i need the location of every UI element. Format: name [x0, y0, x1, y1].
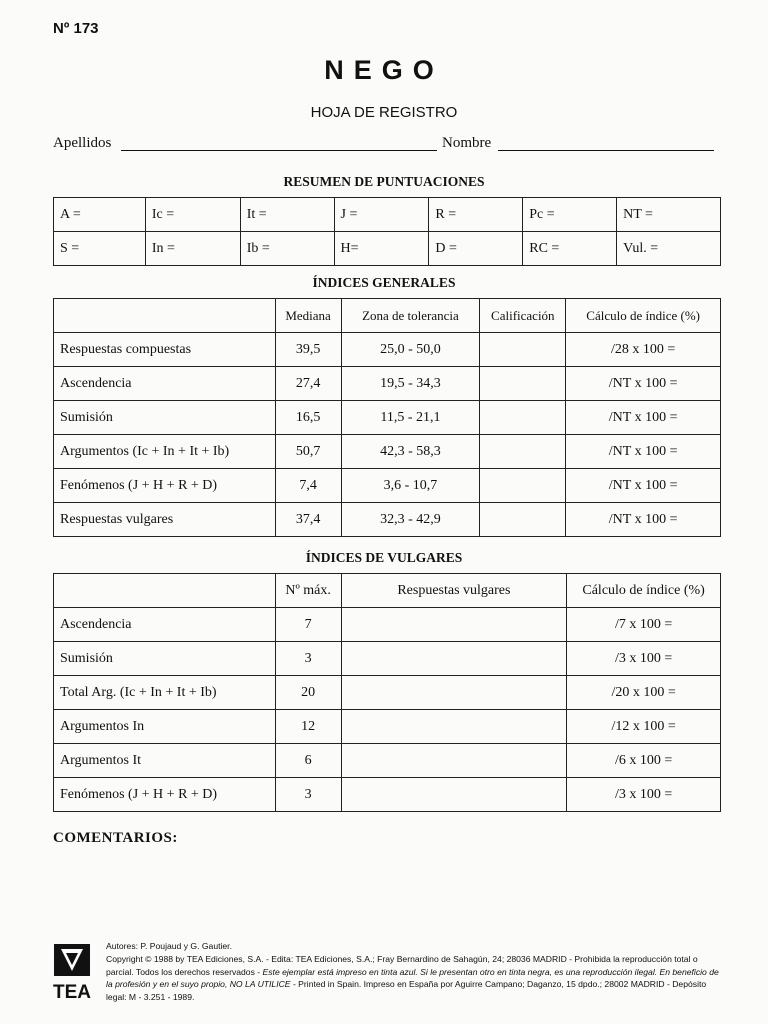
- index-label: Argumentos (Ic + In + It + Ib): [54, 435, 276, 469]
- tolerance-range: 19,5 - 34,3: [341, 367, 480, 401]
- score-cell[interactable]: A =: [54, 198, 146, 232]
- median-value: 16,5: [275, 401, 341, 435]
- index-label: Sumisión: [54, 401, 276, 435]
- rating-cell[interactable]: [480, 367, 566, 401]
- vulgar-indices-table: [53, 573, 721, 812]
- score-cell[interactable]: J =: [334, 198, 429, 232]
- table-row: [54, 435, 721, 469]
- max-value: 7: [275, 608, 341, 642]
- table-row: [54, 642, 721, 676]
- max-value: 6: [275, 744, 341, 778]
- max-value: 20: [275, 676, 341, 710]
- table-header-row: [54, 299, 721, 333]
- index-label: Total Arg. (Ic + In + It + Ib): [54, 676, 276, 710]
- summary-table: [53, 197, 721, 266]
- table-row: [54, 469, 721, 503]
- column-header: [54, 574, 276, 608]
- index-label: Sumisión: [54, 642, 276, 676]
- name-field[interactable]: [498, 150, 714, 151]
- column-header: Cálculo de índice (%): [566, 299, 721, 333]
- score-cell[interactable]: Pc =: [523, 198, 617, 232]
- index-formula[interactable]: /12 x 100 =: [567, 710, 721, 744]
- legal-notice: Este ejemplar está impreso en tinta azul. Si le presentan otro en tinta negra, es una reproducción ilegal. En beneficio de la profesión y en el suyo propio, NO LA UTILICE: [106, 966, 719, 990]
- index-formula[interactable]: /28 x 100 =: [566, 333, 721, 367]
- table-row: [54, 503, 721, 537]
- index-label: Respuestas compuestas: [54, 333, 276, 367]
- score-cell[interactable]: S =: [54, 232, 146, 266]
- index-label: Argumentos It: [54, 744, 276, 778]
- index-formula[interactable]: /NT x 100 =: [566, 401, 721, 435]
- index-formula[interactable]: /NT x 100 =: [566, 503, 721, 537]
- general-section-title: ÍNDICES GENERALES: [312, 275, 456, 290]
- score-cell[interactable]: D =: [429, 232, 523, 266]
- column-header: Nº máx.: [275, 574, 341, 608]
- index-label: Fenómenos (J + H + R + D): [54, 469, 276, 503]
- copyright-text: Copyright © 1988 by TEA Ediciones, S.A. - Edita: TEA Ediciones, S.A.; Fray Bernardino de Sahagún, 24; 28036 MADRID - Prohibida la reproducción total o parcial. Todos los derechos reservados -: [106, 953, 698, 977]
- index-formula[interactable]: /3 x 100 =: [567, 778, 721, 812]
- vulgar-responses-cell[interactable]: [341, 744, 567, 778]
- median-value: 27,4: [275, 367, 341, 401]
- form-subtitle: HOJA DE REGISTRO: [310, 104, 458, 121]
- score-cell[interactable]: NT =: [617, 198, 721, 232]
- vulgar-responses-cell[interactable]: [341, 676, 567, 710]
- score-cell[interactable]: R =: [429, 198, 523, 232]
- column-header: [54, 299, 276, 333]
- table-row: [54, 608, 721, 642]
- logo-text: TEA: [53, 982, 91, 1003]
- vulgar-responses-cell[interactable]: [341, 710, 567, 744]
- index-formula[interactable]: /3 x 100 =: [567, 642, 721, 676]
- max-value: 3: [275, 642, 341, 676]
- vulgar-responses-cell[interactable]: [341, 642, 567, 676]
- general-indices-table: [53, 298, 721, 537]
- score-cell[interactable]: It =: [240, 198, 334, 232]
- max-value: 3: [275, 778, 341, 812]
- tolerance-range: 25,0 - 50,0: [341, 333, 480, 367]
- summary-section-title: RESUMEN DE PUNTUACIONES: [283, 174, 485, 189]
- test-title: NEGO: [324, 55, 444, 85]
- table-row: [54, 710, 721, 744]
- index-formula[interactable]: /7 x 100 =: [567, 608, 721, 642]
- vulgar-section-title: ÍNDICES DE VULGARES: [305, 550, 463, 565]
- index-label: Respuestas vulgares: [54, 503, 276, 537]
- tolerance-range: 42,3 - 58,3: [341, 435, 480, 469]
- index-formula[interactable]: /20 x 100 =: [567, 676, 721, 710]
- score-cell[interactable]: RC =: [523, 232, 617, 266]
- table-row: [54, 232, 721, 266]
- surname-label: Apellidos: [53, 135, 112, 151]
- median-value: 7,4: [275, 469, 341, 503]
- footer-text: [106, 940, 723, 1004]
- rating-cell[interactable]: [480, 469, 566, 503]
- copyright-block: [106, 953, 723, 1004]
- table-header-row: [54, 574, 721, 608]
- rating-cell[interactable]: [480, 401, 566, 435]
- name-label: Nombre: [442, 135, 492, 151]
- table-row: [54, 333, 721, 367]
- score-cell[interactable]: H=: [334, 232, 429, 266]
- surname-field[interactable]: [121, 150, 437, 151]
- rating-cell[interactable]: [480, 435, 566, 469]
- median-value: 37,4: [275, 503, 341, 537]
- tolerance-range: 32,3 - 42,9: [341, 503, 480, 537]
- index-label: Ascendencia: [54, 367, 276, 401]
- printing-info: - Printed in Spain. Impreso en España por Aguirre Campano; Daganzo, 15 dpdo.; 28002 MADRID - Depósito legal: M - 3.251 - 1989.: [106, 979, 707, 1003]
- column-header: Respuestas vulgares: [341, 574, 567, 608]
- form-number: Nº 173: [53, 20, 99, 37]
- index-label: Argumentos In: [54, 710, 276, 744]
- index-label: Ascendencia: [54, 608, 276, 642]
- column-header: Mediana: [275, 299, 341, 333]
- table-row: [54, 676, 721, 710]
- index-label: Fenómenos (J + H + R + D): [54, 778, 276, 812]
- rating-cell[interactable]: [480, 333, 566, 367]
- score-cell[interactable]: Ib =: [240, 232, 334, 266]
- tea-logo-icon: [53, 943, 91, 1003]
- column-header: Cálculo de índice (%): [567, 574, 721, 608]
- score-cell[interactable]: In =: [145, 232, 240, 266]
- table-row: [54, 367, 721, 401]
- score-cell[interactable]: Ic =: [145, 198, 240, 232]
- name-row: [53, 135, 715, 157]
- column-header: Zona de tolerancia: [341, 299, 480, 333]
- vulgar-responses-cell[interactable]: [341, 608, 567, 642]
- index-formula[interactable]: /NT x 100 =: [566, 367, 721, 401]
- median-value: 39,5: [275, 333, 341, 367]
- index-formula[interactable]: /NT x 100 =: [566, 469, 721, 503]
- table-row: [54, 778, 721, 812]
- max-value: 12: [275, 710, 341, 744]
- vulgar-responses-cell[interactable]: [341, 778, 567, 812]
- column-header: Calificación: [480, 299, 566, 333]
- comments-label: COMENTARIOS:: [53, 830, 178, 846]
- tolerance-range: 3,6 - 10,7: [341, 469, 480, 503]
- tolerance-range: 11,5 - 21,1: [341, 401, 480, 435]
- median-value: 50,7: [275, 435, 341, 469]
- authors-line: Autores: P. Poujaud y G. Gautier.: [106, 941, 232, 951]
- table-row: [54, 744, 721, 778]
- table-row: [54, 401, 721, 435]
- table-row: [54, 198, 721, 232]
- rating-cell[interactable]: [480, 503, 566, 537]
- score-cell[interactable]: Vul. =: [617, 232, 721, 266]
- index-formula[interactable]: /6 x 100 =: [567, 744, 721, 778]
- index-formula[interactable]: /NT x 100 =: [566, 435, 721, 469]
